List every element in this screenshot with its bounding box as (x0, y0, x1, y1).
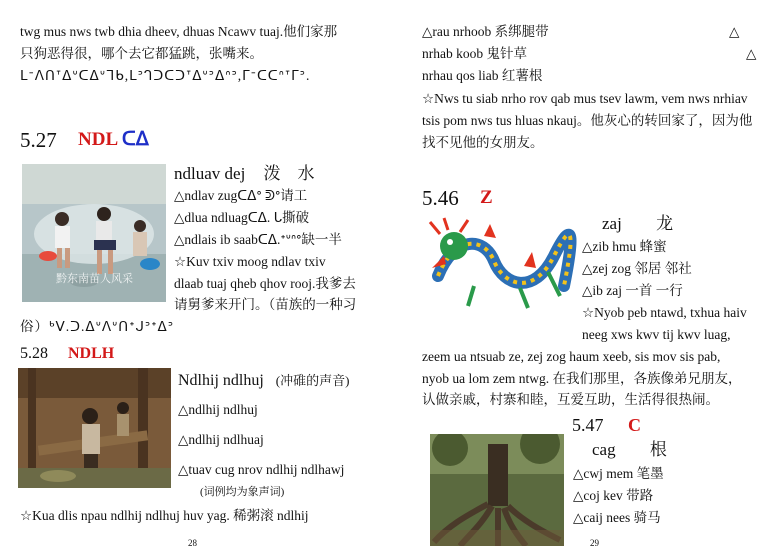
section-code-z: Z (480, 187, 493, 208)
z-sentence-3: 认做亲戚，村寨和睦，互爱互助，生活得很热闹。 (422, 392, 719, 407)
z-example-4: ☆Nyob peb ntawd, txhua haiv (582, 305, 747, 320)
entry-title-text: Ndlhij ndlhuj (178, 372, 264, 389)
z-example-3: △ib zaj 一首 一行 (582, 283, 683, 298)
nrh-sentence-3: 找不见他的女朋友。 (422, 135, 544, 150)
z-example-5: neeg xws kwv tij kwv luag, (582, 327, 731, 342)
ndlh-example-2: △ndlhij ndlhuaj (178, 432, 264, 447)
water-splashing-photo (22, 164, 166, 302)
ndl-example-3: △ndlais ib saabᑕᐃ.ᐩᐡᐢᐤ缺一半 (174, 232, 342, 247)
entry-title-ndlhij-ndlhuj (178, 371, 349, 391)
page-number-left: 28 (188, 538, 197, 548)
entry-title-zaj (602, 214, 673, 234)
nrh-example-2: nrhab koob 鬼针草 (422, 46, 527, 61)
intro-line-2: 只狗恶得很，哪个去它都猛跳，张嘴来。 (20, 46, 263, 61)
ndl-example-2: △dlua ndluagᑕᐃ. ᒐ撕破 (174, 210, 310, 225)
section-number-5-28: 5.28 (20, 345, 48, 362)
page-number-right: 29 (590, 538, 599, 548)
entry-title-cag (592, 440, 667, 460)
ndl-example-4: ☆Kuv txiv moog ndlav txiv (174, 254, 326, 269)
entry-title-ndluav-dej (174, 164, 315, 184)
section-code-ndl (78, 128, 149, 152)
ndl-example-5: dlaab tuaj qheb qhov rooj.我爹去 (174, 276, 356, 291)
tri-mark-1: △ (729, 24, 740, 39)
z-sentence-1: zeem ua ntsuab ze, zej zog haum xeeb, sis mov sis pab, (422, 349, 721, 364)
ndlh-note: (词例均为象声词) (200, 486, 285, 498)
section-number-5-47: 5.47 (572, 415, 604, 435)
rice-pounding-illustration (18, 368, 171, 488)
entry-title-text: cag (592, 440, 616, 459)
photo-caption-watermark: 黔东南苗人风采 (56, 272, 133, 285)
ndlh-example-1: △ndlhij ndlhuj (178, 402, 258, 417)
z-sentence-2: nyob ua lom zem ntwg. 在我们那里，各族像弟兄朋友， (422, 371, 742, 386)
ndl-tail-line: 俗）ᒃᐯ.ᑐ.ᐃᐡᐱᐡᑎᐩᒍᐣᐩᐃᐣ (20, 319, 175, 334)
code-ndl-syllabic: ᑕᐃ (121, 129, 149, 150)
ndl-example-6: 请舅爹来开门。（苗族的一种习 (174, 297, 357, 312)
c-example-3: △caij nees 骑马 (573, 510, 661, 525)
entry-title-zh: 泼 水 (263, 164, 315, 183)
tri-mark-2: △ (746, 46, 757, 61)
z-example-2: △zej zog 邻居 邻社 (582, 261, 692, 276)
ndlh-sentence: ☆Kua dlis npau ndlhij ndlhuj huv yag. 稀粥滚 ndlhij (20, 508, 309, 523)
section-number-5-46: 5.46 (422, 186, 459, 210)
intro-line-3-syllabic: ᒪᐨᐱᑎᐪᐃᐡᑕᐃᐡᒣᑲ,ᒪᐣᒉᑐᑕᑐᐪᐃᐡᐣᐃᐢᐣ,ᒥᐨᑕᑕᐢᐪᒥᐣ. (20, 68, 311, 83)
entry-title-text: ndluav dej (174, 164, 246, 183)
entry-title-text: zaj (602, 214, 622, 233)
ndl-example-1: △ndlav zugᑕᐃᐤ ᕲᐤ请工 (174, 188, 308, 203)
code-ndl-latin: NDL (78, 129, 118, 150)
tree-roots-photo (430, 434, 564, 546)
section-code-c: C (628, 415, 641, 435)
ndlh-example-3: △tuav cug nrov ndlhij ndlhawj (178, 462, 345, 477)
entry-title-zh: 根 (649, 440, 667, 459)
intro-line-1: twg mus nws twb dhia dheev, dhuas Ncawv tuaj.他们家那 (20, 24, 338, 39)
nrh-sentence-1: ☆Nws tu siab nrho rov qab mus tsev lawm, vem nws nrhiav (422, 91, 748, 106)
dragon-drawing (424, 216, 578, 316)
nrh-sentence-2: tsis pom nws tus hluas nkauj。他灰心的转回家了，因为他 (422, 113, 753, 128)
nrh-example-1: △rau nrhoob 系绑腿带 (422, 24, 549, 39)
tree-roots-drawing (430, 434, 564, 546)
rice-pounding-painting (18, 368, 171, 488)
dragon-illustration (424, 216, 578, 316)
entry-title-zh: 龙 (656, 214, 674, 233)
z-example-1: △zib hmu 蜂蜜 (582, 239, 667, 254)
entry-title-note: (冲碓的声音) (275, 373, 350, 388)
c-example-1: △cwj mem 笔墨 (573, 466, 664, 481)
section-number-5-27: 5.27 (20, 128, 57, 152)
section-code-ndlh: NDLH (68, 345, 115, 362)
c-example-2: △coj kev 带路 (573, 488, 654, 503)
nrh-example-3: nrhau qos liab 红薯根 (422, 68, 543, 83)
